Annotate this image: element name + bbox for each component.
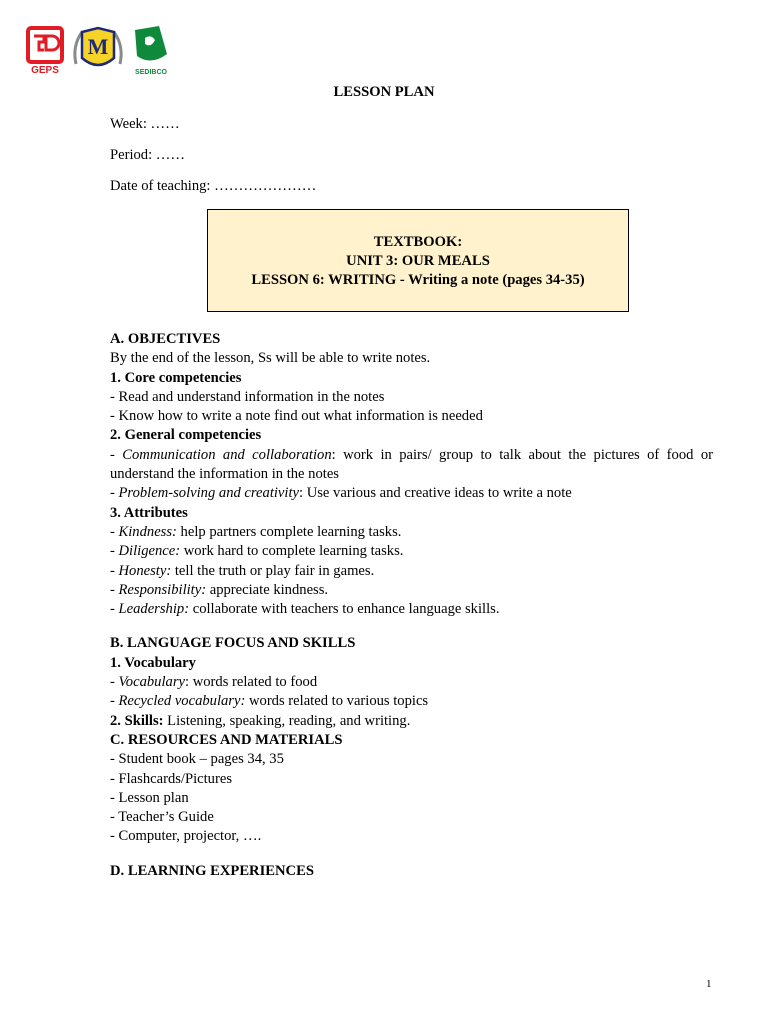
sedibco-logo-text: SEDIBCO (135, 69, 167, 76)
resource-item: - Student book – pages 34, 35 (110, 751, 284, 768)
attribute-item: - Honesty: tell the truth or play fair in games. (110, 562, 375, 579)
attribute-term: Leadership: (118, 601, 190, 618)
lesson-content (110, 330, 713, 881)
language-focus-heading: B. LANGUAGE FOCUS AND SKILLS (110, 635, 356, 652)
vocabulary-heading: 1. Vocabulary (110, 654, 196, 671)
m-logo-letter: M (87, 34, 109, 59)
general-competency-item: - Problem-solving and creativity: Use various and creative ideas to write a note (110, 485, 572, 502)
week-field: Week: …… (110, 116, 180, 132)
textbook-label: TEXTBOOK: (373, 234, 463, 250)
competency-term: Problem-solving and creativity (118, 485, 299, 502)
resource-item: - Flashcards/Pictures (110, 770, 232, 787)
core-competencies-heading: 1. Core competencies (110, 369, 242, 386)
objectives-heading: A. OBJECTIVES (110, 331, 221, 347)
page-title: LESSON PLAN (333, 84, 435, 100)
attribute-term: Diligence: (118, 543, 181, 560)
section-spacer (110, 619, 713, 634)
skills-label: 2. Skills: (110, 712, 164, 729)
header-logos (24, 24, 174, 80)
learning-experiences-heading: D. LEARNING EXPERIENCES (110, 862, 314, 879)
resource-item: - Lesson plan (110, 789, 189, 806)
m-school-logo (70, 24, 126, 76)
textbook-box (207, 209, 629, 312)
geps-logo (24, 24, 66, 76)
attribute-term: Honesty: (118, 562, 172, 579)
geps-logo-text: GEPS (31, 65, 59, 76)
attribute-item: - Kindness: help partners complete learning tasks. (110, 523, 402, 540)
date-of-teaching-field: Date of teaching: ………………… (110, 178, 317, 194)
unit-title: UNIT 3: OUR MEALS (346, 253, 490, 269)
attribute-term: Responsibility: (118, 581, 207, 598)
vocabulary-item: - Recycled vocabulary: words related to various topics (110, 693, 429, 710)
core-competency-item: - Read and understand information in the notes (110, 388, 385, 405)
vocabulary-term: Vocabulary (118, 674, 185, 691)
vocabulary-term: Recycled vocabulary: (118, 693, 246, 710)
resource-item: - Teacher’s Guide (110, 809, 214, 826)
section-spacer (110, 847, 713, 862)
attribute-item: - Leadership: collaborate with teachers to enhance language skills. (110, 601, 500, 618)
attribute-item: - Responsibility: appreciate kindness. (110, 581, 329, 598)
resources-heading: C. RESOURCES AND MATERIALS (110, 731, 343, 748)
competency-term: Communication and collaboration (122, 446, 332, 463)
general-competency-item: - Communication and collaboration: work in pairs/ group to talk about the pictures of food or understand the information in the notes (110, 446, 713, 483)
attributes-heading: 3. Attributes (110, 504, 188, 521)
lesson-title: LESSON 6: WRITING - Writing a note (pages 34-35) (251, 272, 585, 288)
objectives-intro: By the end of the lesson, Ss will be able to write notes. (110, 350, 431, 367)
attribute-term: Kindness: (118, 523, 177, 540)
core-competency-item: - Know how to write a note find out what information is needed (110, 408, 483, 425)
skills-line: 2. Skills: Listening, speaking, reading, and writing. (110, 712, 411, 729)
resource-item: - Computer, projector, …. (110, 828, 262, 845)
sedibco-logo (129, 24, 173, 78)
vocabulary-item: - Vocabulary: words related to food (110, 674, 318, 691)
general-competencies-heading: 2. General competencies (110, 427, 262, 444)
attribute-item: - Diligence: work hard to complete learning tasks. (110, 543, 404, 560)
page-number: 1 (706, 978, 712, 990)
period-field: Period: …… (110, 147, 185, 163)
